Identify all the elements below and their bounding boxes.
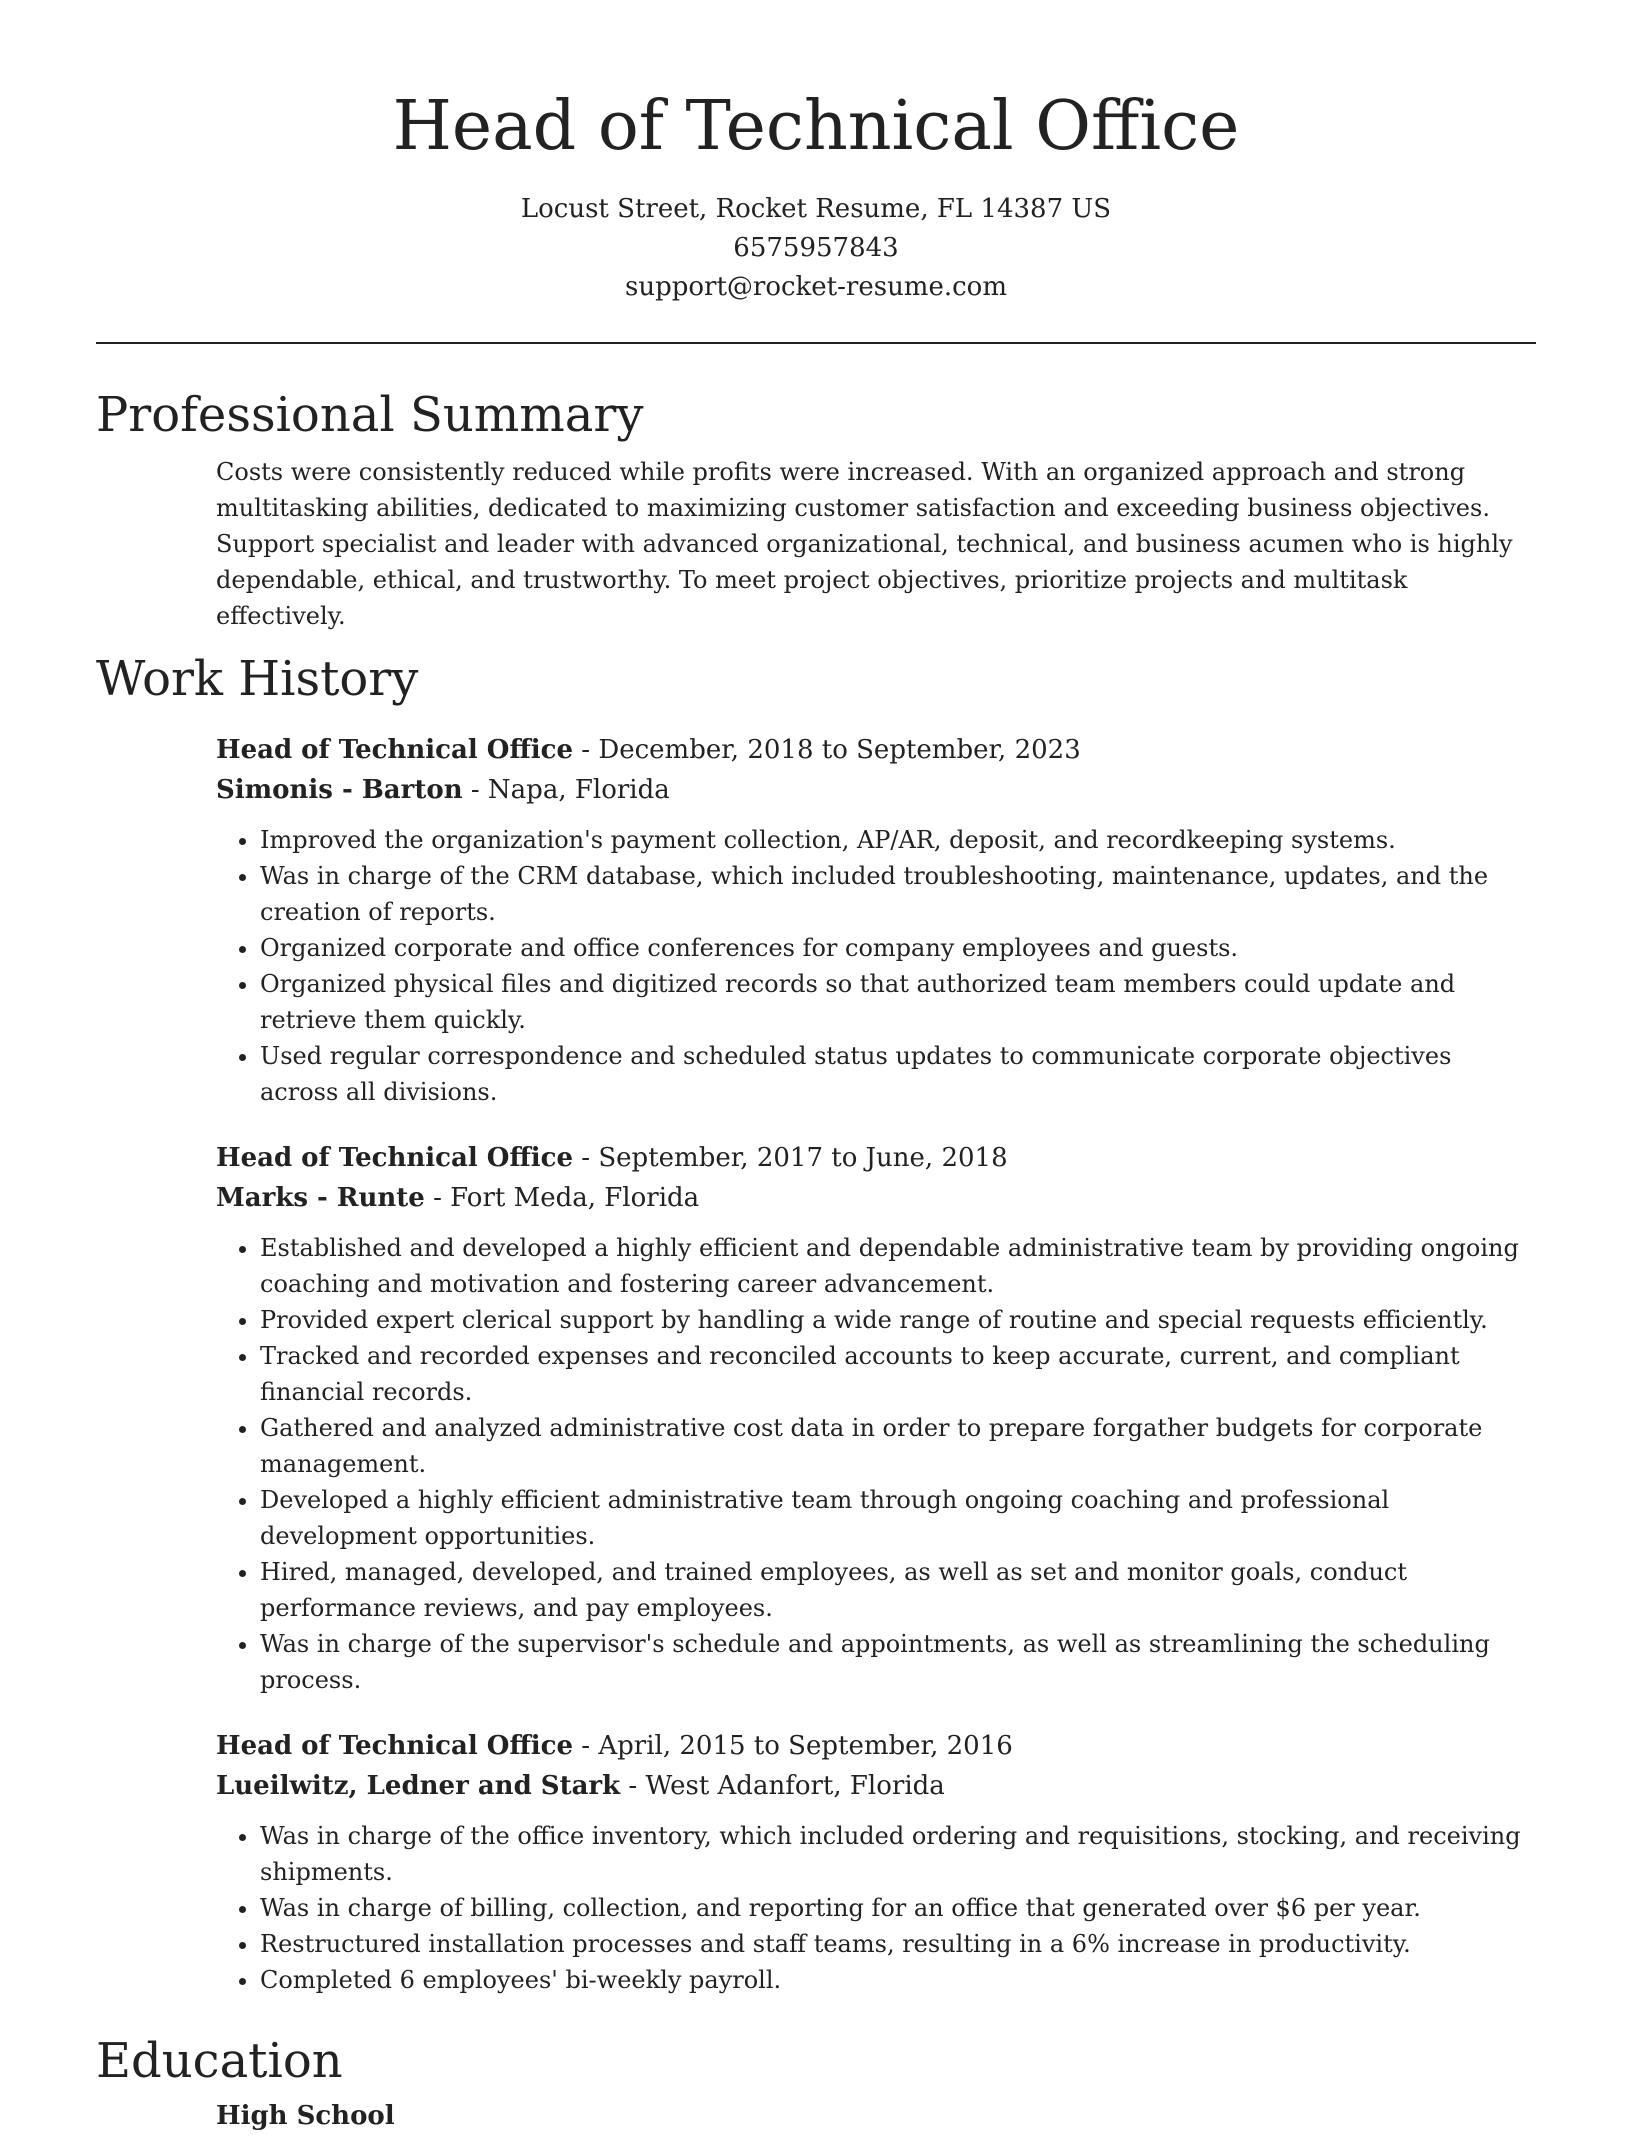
separator: - (573, 735, 599, 765)
job-location: Fort Meda, Florida (450, 1183, 700, 1213)
job-company-line (216, 1178, 1536, 1218)
job-entry (216, 730, 1536, 1110)
contact-block (0, 190, 1632, 307)
job-bullet: • Hired, managed, developed, and trained employees, as well as set and monitor goals, conduct performance reviews, and pay employees. (260, 1554, 1536, 1626)
work-history-list (96, 730, 1536, 1998)
resume-body (96, 380, 1536, 2136)
candidate-name: Head of Technical Office (392, 87, 1240, 166)
section-title-work-history: Work History (96, 651, 419, 707)
separator: - (573, 1143, 599, 1173)
company-name: Marks - Runte (216, 1183, 425, 1213)
resume-header (0, 0, 1632, 307)
section-title-education: Education (96, 2033, 343, 2089)
job-bullet: • Was in charge of the supervisor's schedule and appointments, as well as streamlining the scheduling process. (260, 1626, 1536, 1698)
job-location: West Adanfort, Florida (645, 1771, 945, 1801)
job-dates: April, 2015 to September, 2016 (598, 1731, 1013, 1761)
address: Locust Street, Rocket Resume, FL 14387 US (520, 194, 1112, 224)
job-bullet: • Gathered and analyzed administrative cost data in order to prepare forgather budgets for corporate management. (260, 1410, 1536, 1482)
job-bullet: • Developed a highly efficient administrative team through ongoing coaching and professional development opportunities. (260, 1482, 1536, 1554)
job-bullet: • Was in charge of the office inventory, which included ordering and requisitions, stocking, and receiving shipments. (260, 1818, 1536, 1890)
job-entry (216, 1726, 1536, 1998)
job-bullet: • Completed 6 employees' bi-weekly payroll. (260, 1962, 1536, 1998)
separator: - (424, 1183, 451, 1213)
company-name: Simonis - Barton (216, 775, 463, 805)
job-title-line (216, 730, 1536, 770)
job-bullet: • Tracked and recorded expenses and reconciled accounts to keep accurate, current, and compliant financial records. (260, 1338, 1536, 1410)
job-title: Head of Technical Office (216, 1143, 574, 1173)
job-bullet: • Was in charge of the CRM database, which included troubleshooting, maintenance, updates, and the creation of reports. (260, 858, 1536, 930)
job-title: Head of Technical Office (216, 1731, 574, 1761)
job-dates: September, 2017 to June, 2018 (598, 1143, 1008, 1173)
job-bullet-list (216, 1230, 1536, 1698)
job-bullet: • Improved the organization's payment collection, AP/AR, deposit, and recordkeeping systems. (260, 822, 1536, 858)
job-title-line (216, 1138, 1536, 1178)
job-company-line (216, 1766, 1536, 1806)
job-bullet: • Established and developed a highly efficient and dependable administrative team by providing ongoing coaching and motivation and fostering career advancement. (260, 1230, 1536, 1302)
separator: - (462, 775, 488, 805)
job-bullet-list (216, 822, 1536, 1110)
phone-number: 6575957843 (733, 233, 899, 263)
job-entry (216, 1138, 1536, 1698)
education-entry: High School (216, 2101, 395, 2131)
job-bullet: • Used regular correspondence and scheduled status updates to communicate corporate objectives across all divisions. (260, 1038, 1536, 1110)
job-title-line (216, 1726, 1536, 1766)
job-bullet: • Provided expert clerical support by handling a wide range of routine and special requests efficiently. (260, 1302, 1536, 1338)
job-location: Napa, Florida (487, 775, 670, 805)
job-dates: December, 2018 to September, 2023 (598, 735, 1081, 765)
company-name: Lueilwitz, Ledner and Stark (216, 1771, 621, 1801)
job-bullet: • Restructured installation processes and staff teams, resulting in a 6% increase in productivity. (260, 1926, 1536, 1962)
job-bullet: • Was in charge of billing, collection, and reporting for an office that generated over $6 per year. (260, 1890, 1536, 1926)
job-bullet-list (216, 1818, 1536, 1998)
job-bullet: • Organized corporate and office conferences for company employees and guests. (260, 930, 1536, 966)
job-title: Head of Technical Office (216, 735, 574, 765)
section-title-summary: Professional Summary (96, 387, 644, 443)
header-divider (96, 342, 1536, 344)
email-address: support@rocket-resume.com (624, 272, 1007, 302)
job-company-line (216, 770, 1536, 810)
summary-text: Costs were consistently reduced while profits were increased. With an organized approach and strong multitasking abilities, dedicated to maximizing customer satisfaction and exceeding business objectives. Support specialist and leader with advanced organizational, technical, and business acumen who is highly dependable, ethical, and trustworthy. To meet project objectives, prioritize projects and multitask effectively. (216, 458, 1513, 630)
job-bullet: • Organized physical files and digitized records so that authorized team members could update and retrieve them quickly. (260, 966, 1536, 1038)
separator: - (620, 1771, 646, 1801)
separator: - (573, 1731, 599, 1761)
